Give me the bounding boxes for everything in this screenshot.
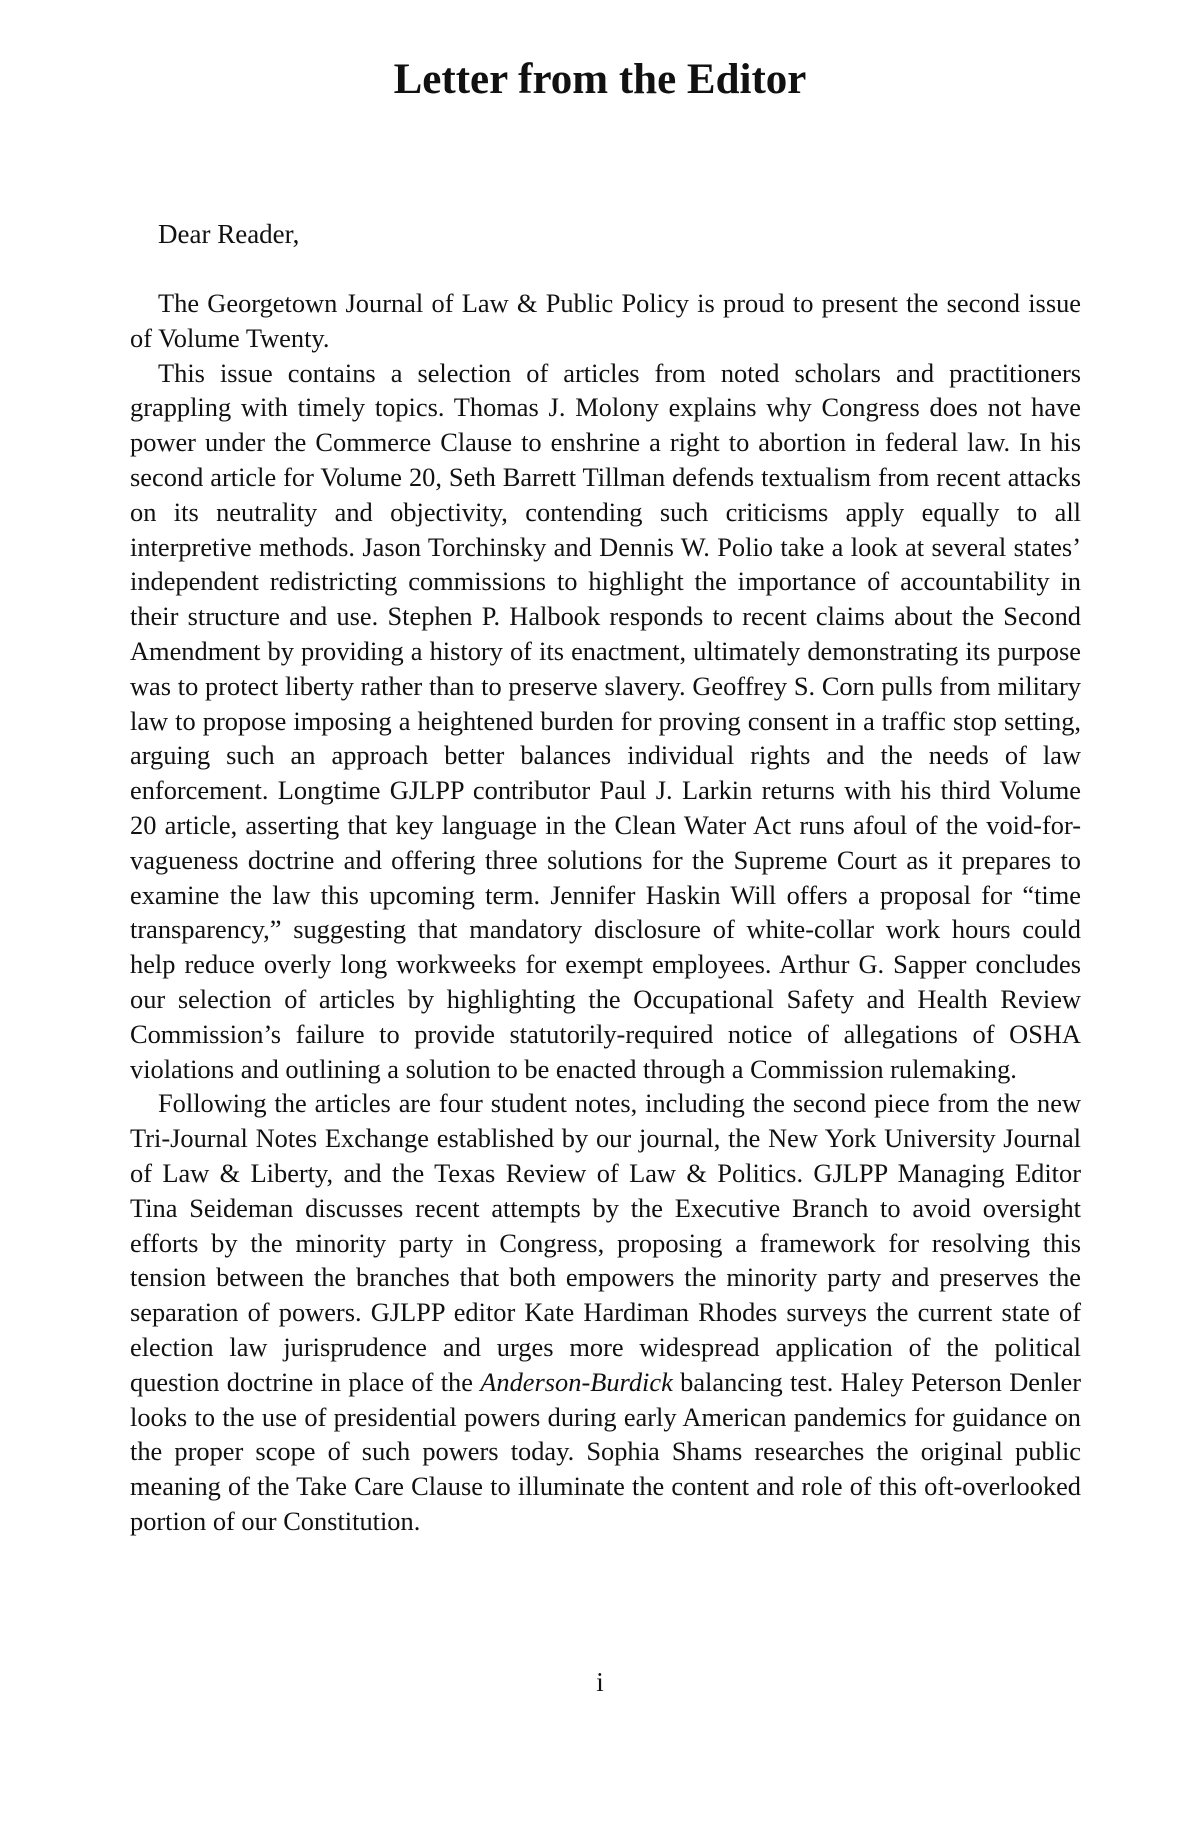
salutation: Dear Reader, — [158, 219, 300, 249]
paragraph-articles: This issue contains a selection of articles from noted scholars and practitioners grappling with timely topics. Thomas J. Molony explains why Congress does not have power under the Commerce Clause to enshrine a right to abortion in federal law. In his second article for Volume 20, Seth Barrett Tillman defends textualism from recent attacks on its neutrality and objectivity, contending such criticisms apply equally to all interpretive methods. Jason Torchinsky and Dennis W. Polio take a look at several states’ independent redistricting commissions to highlight the importance of accountability in their structure and use. Stephen P. Halbook responds to recent claims about the Second Amendment by providing a history of its enactment, ultimately demonstrating its purpose was to protect liberty rather than to preserve slavery. Geoffrey S. Corn pulls from military law to propose imposing a heightened burden for proving consent in a traffic stop setting, arguing such an approach better balances individual rights and the needs of law enforcement. Longtime GJLPP contributor Paul J. Larkin returns with his third Volume 20 article, asserting that key language in the Clean Water Act runs afoul of the void-for-vagueness doctrine and offering three solutions for the Supreme Court as it prepares to examine the law this upcoming term. Jennifer Haskin Will offers a proposal for “time transparency,” suggesting that mandatory disclosure of white-collar work hours could help reduce overly long workweeks for exempt employees. Arthur G. Sapper concludes our selection of articles by highlighting the Occupational Safety and Health Review Commission’s failure to provide statutorily-required notice of allegations of OSHA violations and outlining a solution to be enacted through a Commission rulemaking. — [130, 357, 1081, 1084]
page-number: i — [596, 1667, 604, 1697]
case-name-italic: Anderson-Burdick — [480, 1366, 673, 1397]
letter-body — [130, 286, 1081, 1539]
paragraph-student-notes-text-before: Following the articles are four student notes, including the second piece from the new Tri-Journal Notes Exchange established by our journal, the New York University Journal of Law & Liberty, and the Texas Review of Law & Politics. GJLPP Managing Editor Tina Seideman discusses recent attempts by the Executive Branch to avoid oversight efforts by the minority party in Congress, proposing a framework for resolving this tension between the branches that both empowers the minority party and preserves the separation of powers. GJLPP editor Kate Hardiman Rhodes surveys the current state of election law jurisprudence and urges more widespread application of the political question doctrine in place of the — [130, 1088, 1081, 1397]
paragraph-student-notes-text-after: balancing test. Haley Peterson Denler looks to the use of presidential powers during early American pandemics for guidance on the proper scope of such powers today. Sophia Shams researches the original public meaning of the Take Care Clause to illuminate the content and role of this oft-overlooked portion of our Constitution. — [130, 1366, 1081, 1536]
page-title: Letter from the Editor — [393, 56, 807, 103]
paragraph-student-notes — [130, 1086, 1081, 1538]
paragraph-intro: The Georgetown Journal of Law & Public Policy is proud to present the second issue of Volume Twenty. — [130, 288, 1081, 353]
